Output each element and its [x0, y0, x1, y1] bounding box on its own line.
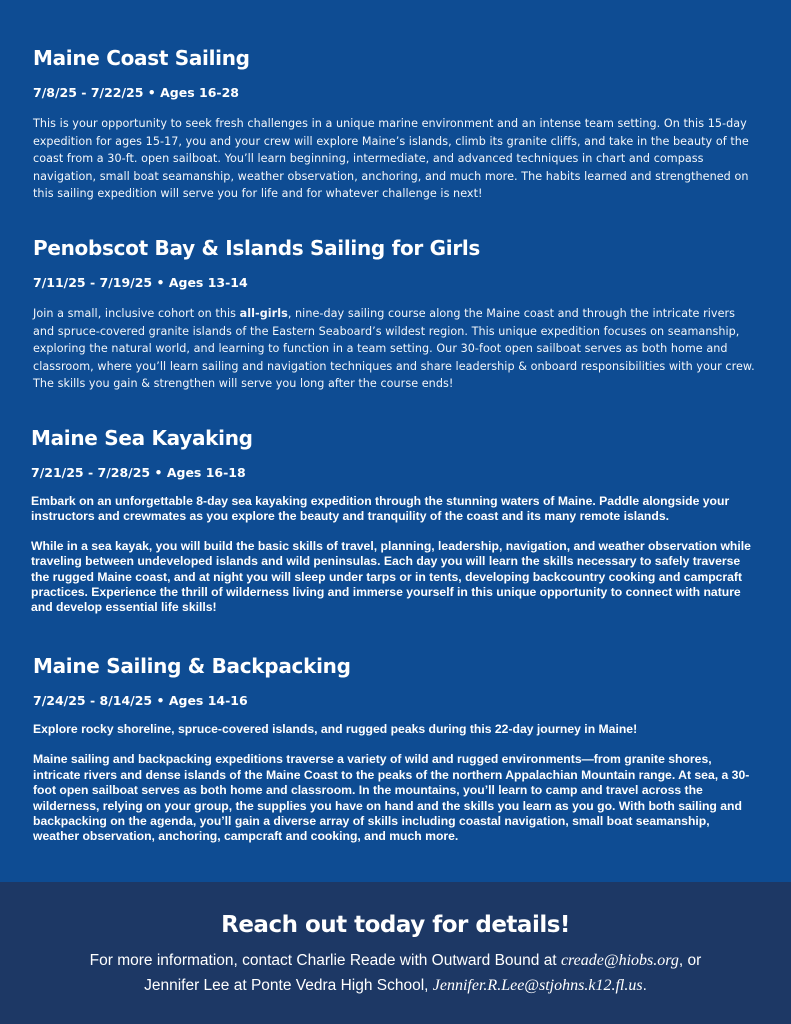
course-description-1: Embark on an unforgettable 8-day sea kayaking expedition through the stunning waters of Maine. Paddle alongside your instructors and crewmates as you explore the beauty and tranquility of the coast and its many remote islands. [31, 494, 730, 524]
email-link-creade[interactable]: creade@hiobs.org [560, 952, 679, 969]
course-title: Penobscot Bay & Islands Sailing for Girls [33, 236, 481, 260]
course-maine-coast-sailing [33, 46, 758, 203]
course-maine-sea-kayaking [31, 426, 756, 616]
course-penobscot-bay-girls [33, 236, 758, 393]
course-dates: 7/24/25 - 8/14/25 • Ages 14-16 [33, 693, 248, 708]
course-title: Maine Sea Kayaking [31, 426, 253, 450]
contact-text: Jennifer Lee at Ponte Vedra High School, [144, 977, 433, 994]
course-maine-sailing-backpacking [33, 654, 758, 845]
course-description-2: While in a sea kayak, you will build the basic skills of travel, planning, leadership, navigation, and weather observation while traveling between undeveloped islands and wild peninsulas. Each day you will learn the skills necessary to safely traverse the rugged Maine coast, and at night you will sleep under tarps or in tents, developing backcountry cooking and campcraft practices. Experience the thrill of wilderness living and immerse yourself in this unique opportunity to connect with nature and develop essential life skills! [31, 538, 751, 615]
course-title: Maine Coast Sailing [33, 46, 250, 70]
course-dates: 7/11/25 - 7/19/25 • Ages 13-14 [33, 275, 248, 290]
course-title: Maine Sailing & Backpacking [33, 654, 351, 678]
contact-text-end: , or [678, 952, 702, 969]
contact-line-1 [0, 952, 791, 970]
email-link-jennifer-lee[interactable]: Jennifer.R.Lee@stjohns.k12.fl.us [432, 977, 643, 994]
course-dates: 7/8/25 - 7/22/25 • Ages 16-28 [33, 85, 239, 100]
contact-text: For more information, contact Charlie Reade with Outward Bound at [89, 952, 561, 969]
description-intro: Join a small, inclusive cohort on this [33, 307, 240, 320]
course-description [33, 305, 758, 393]
description-rest: , nine-day sailing course along the Maine coast and through the intricate rivers and spruce-covered granite islands of the Eastern Seaboard’s wildest region. This unique expedition focuses on seamanship, exploring the natural world, and learning to function in a team setting. Our 30-foot open sailboat serves as both home and classroom, where you’ll learn sailing and navigation techniques and share leadership & onboard responsibilities with your crew. The skills you gain & strengthen will serve you long after the course ends! [33, 307, 755, 390]
course-description-2: Maine sailing and backpacking expeditions traverse a variety of wild and rugged environments—from granite shores, intricate rivers and dense islands of the Maine Coast to the peaks of the northern Appalachian Mountain range. At sea, a 30-foot open sailboat serves as both home and classroom. In the mountains, you’ll learn to camp and travel across the wilderness, relying on your group, the supplies you have on hand and the skills you learn as you go. With both sailing and backpacking on the agenda, you’ll gain a diverse array of skills including coastal navigation, small boat seamanship, weather observation, anchoring, campcraft and cooking, and much more. [33, 752, 750, 844]
all-girls-emphasis: all-girls [239, 307, 288, 320]
contact-text-end: . [642, 977, 647, 994]
footer-heading: Reach out today for details! [221, 912, 570, 938]
contact-line-2 [0, 977, 791, 995]
contact-footer [0, 882, 791, 1024]
course-dates: 7/21/25 - 7/28/25 • Ages 16-18 [31, 465, 246, 480]
course-description-1: Explore rocky shoreline, spruce-covered islands, and rugged peaks during this 22-day journey in Maine! [33, 722, 638, 736]
course-description: This is your opportunity to seek fresh challenges in a unique marine environment and an intense team setting. On this 15-day expedition for ages 15-17, you and your crew will explore Maine’s islands, climb its granite cliffs, and take in the beauty of the coast from a 30-ft. open sailboat. You’ll learn beginning, intermediate, and advanced techniques in chart and compass navigation, small boat seamanship, weather observation, anchoring, and much more. The habits learned and strengthened on this sailing expedition will serve you for life and for whatever challenge is next! [33, 117, 749, 200]
